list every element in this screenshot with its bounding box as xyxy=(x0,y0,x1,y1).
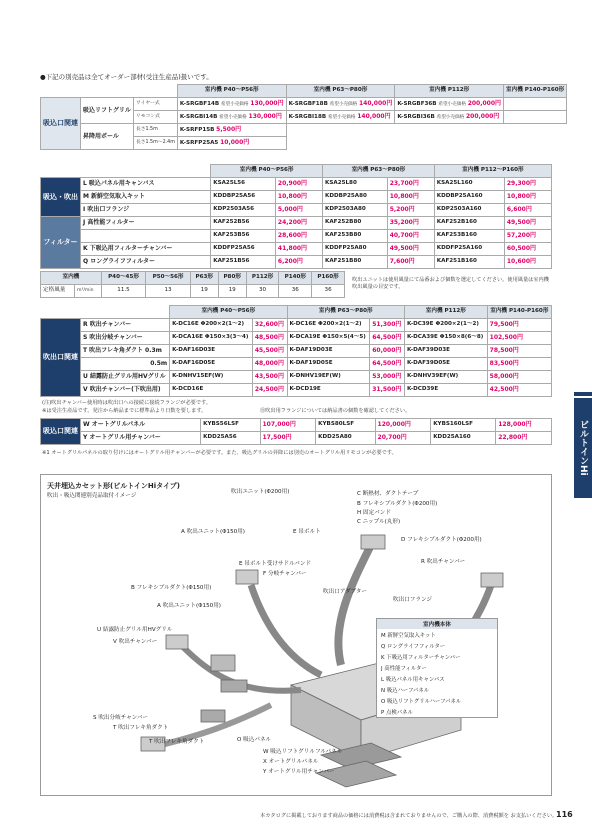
price: 57,200円 xyxy=(504,230,551,243)
header-p112-160: 室内機 P112〜P160形 xyxy=(434,165,551,178)
label-auto-grill-chamber: Y オートグリル用チャンバー xyxy=(263,769,335,775)
price: 48,000円 xyxy=(252,358,287,371)
price: 7,600円 xyxy=(387,256,434,269)
price: 53,000円 xyxy=(370,371,405,384)
price: 42,500円 xyxy=(487,384,551,397)
code: KDDFP25A56 xyxy=(211,243,276,256)
code: K-SRGBI18B xyxy=(288,113,327,120)
code: KSA25L80 xyxy=(323,178,388,191)
label-flexible-duct-200: B フレキシブルダクト(Φ200用) xyxy=(357,501,438,507)
code: K-DNHV15EF(W) xyxy=(170,371,253,384)
code: K-SRGBI14B xyxy=(179,113,218,120)
price: 5,500円 xyxy=(216,125,242,133)
code: K-DAF19D05E xyxy=(287,358,370,371)
sub-len-a: 長さ1.5m xyxy=(133,124,177,137)
item: Q ロングライフフィルター xyxy=(81,256,211,269)
price: 60,000円 xyxy=(370,345,405,358)
value: 13 xyxy=(146,285,191,298)
code: KAF252B80 xyxy=(323,217,388,230)
label-branch-chamber: F 分岐チャンバー xyxy=(263,571,307,577)
item: R 吹出チャンバー xyxy=(81,319,170,332)
label-flexible-duct-200-d: D フレキシブルダクト(Φ200用) xyxy=(401,537,482,543)
label-model: 室内機 xyxy=(41,272,102,285)
label-lift-grill-full-panel: W 吸込リフトグリルフルパネル xyxy=(263,749,343,755)
price: 83,500円 xyxy=(487,358,551,371)
item-pole: 昇降用ポール xyxy=(81,124,134,150)
table-auto-grill xyxy=(40,418,552,445)
model: P80形 xyxy=(218,272,246,285)
price: 130,000円 xyxy=(248,112,282,120)
code: KDP2503A160 xyxy=(434,204,504,217)
price: 102,500円 xyxy=(487,332,551,345)
table-filter xyxy=(40,164,552,269)
label-nipple: C ニップル(丸形) xyxy=(357,519,401,525)
item: I 吹出口フランジ xyxy=(81,204,211,217)
label-auto-grill-panel: X オートグリルパネル xyxy=(263,759,319,765)
code: KYBS80LSF xyxy=(316,419,375,432)
item: S 吹出分岐チャンバー xyxy=(81,332,170,345)
label-outlet-chamber-v: V 吹出チャンバー xyxy=(113,639,158,645)
price: 78,500円 xyxy=(487,345,551,358)
code: K-DCA39E Φ150×8(6〜8) xyxy=(404,332,487,345)
price: 49,500円 xyxy=(387,243,434,256)
legend-item: K 下吸込用フィルターチャンバー xyxy=(381,654,461,661)
side-tab xyxy=(574,398,592,498)
table-suction-grill xyxy=(40,84,567,150)
category-suction-2: 吸込口関連 xyxy=(41,419,81,445)
label-outlet-flange: 吹出口フランジ xyxy=(393,597,433,603)
legend-item: J 高性能フィルター xyxy=(381,665,427,672)
price: 24,500円 xyxy=(252,384,287,397)
item: V 吹出チャンバー(下吹出用) xyxy=(81,384,170,397)
price: 35,200円 xyxy=(387,217,434,230)
item: M 新鮮空気取入キット xyxy=(81,191,211,204)
code: KDDFP25A80 xyxy=(323,243,388,256)
code: KAF252B160 xyxy=(434,217,504,230)
price: 10,000円 xyxy=(220,138,250,146)
item: W オートグリルパネル xyxy=(81,419,201,432)
value: 30 xyxy=(246,285,279,298)
category-filter: フィルター xyxy=(41,217,81,269)
code: K-DCD19E xyxy=(287,384,370,397)
code: K-DAF39D03E xyxy=(404,345,487,358)
price-tag: 希望小売価格 xyxy=(327,114,356,120)
label-branch-chamber-s: S 吹出分岐チャンバー xyxy=(93,715,149,721)
header-p63-80: 室内機 P63〜P80形 xyxy=(323,165,435,178)
code: KSA25L56 xyxy=(211,178,276,191)
code: K-DCA19E Φ150×5(4〜5) xyxy=(287,332,370,345)
header-p40-56: 室内機 P40〜P56形 xyxy=(177,85,286,98)
top-note: ●下記の別売品は全てオーダー部材(受注生産品)扱いです。 xyxy=(40,73,213,81)
code: K-DNHV19EF(W) xyxy=(287,371,370,384)
installation-diagram xyxy=(40,474,552,796)
price: 32,600円 xyxy=(252,319,287,332)
category-suction-outlet: 吸込・吹出 xyxy=(41,178,81,217)
price: 6,600円 xyxy=(504,204,551,217)
item: U 結露防止グリル用HVグリル xyxy=(81,371,170,384)
price-tag: 希望小売価格 xyxy=(329,101,358,107)
code: K-DCA16E Φ150×3(3〜4) xyxy=(170,332,253,345)
header-p40-56: 室内機 P40〜P56形 xyxy=(211,165,323,178)
code: KDD25A160 xyxy=(431,432,496,445)
item: J 高性能フィルター xyxy=(81,217,211,230)
code: KDD25A80 xyxy=(316,432,375,445)
value: 11.5 xyxy=(101,285,146,298)
price: 200,000円 xyxy=(467,99,502,107)
price-tag: 希望小売価格 xyxy=(220,101,249,107)
price: 31,500円 xyxy=(370,384,405,397)
label-outlet-unit-150-b: A 吹出ユニット(Φ150用) xyxy=(157,603,221,609)
price: 130,000円 xyxy=(250,99,284,107)
label-hanging-bolt: E 吊ボルト xyxy=(293,529,321,535)
code: K-DNHV39EF(W) xyxy=(404,371,487,384)
table-outlet xyxy=(40,305,552,397)
auto-grill-note: ※1 オートグリルパネルの取り付けにはオートグリル用チャンバーが必要です。また、吸込グリルの昇降には別売のオートグリル用リモコンが必要です。 xyxy=(42,450,397,456)
price: 40,700円 xyxy=(387,230,434,243)
sub-remote: リモコン式 xyxy=(133,111,177,124)
price: 22,800円 xyxy=(496,432,552,445)
price: 200,000円 xyxy=(465,112,500,120)
item: Y オートグリル用チャンバー xyxy=(81,432,201,445)
page-number: 116 xyxy=(556,810,573,819)
price: 107,000円 xyxy=(260,419,316,432)
header-p112: 室内機 P112形 xyxy=(404,306,487,319)
header-p40-56: 室内機 P40〜P56形 xyxy=(170,306,287,319)
code: K-DAF16D03E xyxy=(170,345,253,358)
price: 10,600円 xyxy=(504,256,551,269)
code: KDDBP25A80 xyxy=(323,191,388,204)
code: K-SRFP25A5 xyxy=(179,139,219,146)
price: 60,500円 xyxy=(504,243,551,256)
price: 29,300円 xyxy=(504,178,551,191)
code: KYBS160LSF xyxy=(431,419,496,432)
header-p63-80: 室内機 P63〜P80形 xyxy=(286,85,395,98)
price: 41,800円 xyxy=(275,243,322,256)
outlet-note-2: ※は受注生産品です。発注から納品までに標準品より日数を要します。 xyxy=(42,408,207,414)
code: KAF251B80 xyxy=(323,256,388,269)
label-outlet-chamber-r: R 吹出チャンバー xyxy=(421,559,466,565)
code: KYBS56LSF xyxy=(201,419,260,432)
price: 20,700円 xyxy=(375,432,431,445)
price: 5,200円 xyxy=(387,204,434,217)
legend-item: N 吸込ハーフパネル xyxy=(381,687,430,694)
price: 10,800円 xyxy=(387,191,434,204)
category-outlet: 吹出口関連 xyxy=(41,319,81,397)
legend-indoor-unit xyxy=(376,618,498,718)
price: 49,500円 xyxy=(504,217,551,230)
label-airflow: 定格風量 xyxy=(41,285,75,298)
label-outlet-unit-150: A 吹出ユニット(Φ150用) xyxy=(181,529,245,535)
price: 140,000円 xyxy=(358,99,393,107)
code: KAF252B56 xyxy=(211,217,276,230)
unit: m³/min xyxy=(75,285,102,298)
outlet-note-3: Ⓡ吹出用フランジについては納品書の個数を確認してください。 xyxy=(260,408,411,414)
price: 17,500円 xyxy=(260,432,316,445)
side-tab-label: ビルトインHi xyxy=(578,420,588,476)
code: KAF253B56 xyxy=(211,230,276,243)
airflow-note: 吹出ユニットは使用風量にて品番および個数を選定してください。使用風量は室内機吹出風量の目安です。 xyxy=(352,277,549,290)
value: 19 xyxy=(190,285,218,298)
code: KDDBP25A160 xyxy=(434,191,504,204)
code: KDDFP25A160 xyxy=(434,243,504,256)
price: 128,000円 xyxy=(496,419,552,432)
code: K-DC39E Φ200×2(1〜2) xyxy=(404,319,487,332)
price: 6,200円 xyxy=(275,256,322,269)
code: K-DAF16D05E xyxy=(170,358,253,371)
label-fixing-band: H 固定バンド xyxy=(357,510,391,516)
price: 10,800円 xyxy=(275,191,322,204)
model: P63形 xyxy=(190,272,218,285)
value: 36 xyxy=(279,285,312,298)
header-p112: 室内機 P112形 xyxy=(395,85,504,98)
code: KAF253B160 xyxy=(434,230,504,243)
model: P140形 xyxy=(279,272,312,285)
price: 51,300円 xyxy=(370,319,405,332)
legend-item: O 吸込リフトグリルハーフパネル xyxy=(381,698,462,705)
sub-wire: ワイヤー式 xyxy=(133,98,177,111)
code: KDD25A56 xyxy=(201,432,260,445)
code: KDP2503A80 xyxy=(323,204,388,217)
price-tag: 希望小売価格 xyxy=(438,101,466,107)
item: L 吸込パネル用キャンバス xyxy=(81,178,211,191)
price-tag: 希望小売価格 xyxy=(219,114,247,120)
item xyxy=(81,230,211,243)
item: K 下吸込用フィルターチャンバー xyxy=(81,243,211,256)
price: 120,000円 xyxy=(375,419,431,432)
outlet-note-1: (注)吹出チャンバー使用時は吹出口への接続に接続フランジが必要です。 xyxy=(42,400,211,406)
code: KAF251B160 xyxy=(434,256,504,269)
price: 64,500円 xyxy=(370,332,405,345)
code: K-SRFP15B xyxy=(179,126,215,133)
label-flexible-duct-150: B フレキシブルダクト(Φ150用) xyxy=(131,585,212,591)
price: 10,800円 xyxy=(504,191,551,204)
footer-note: 本カタログに掲載しております商品の価格には消費税は含まれておりませんので、ご購入の際、消費税額を お支払いください。 xyxy=(260,813,558,819)
legend-item: Q ロングライフフィルター xyxy=(381,643,446,650)
price: 43,500円 xyxy=(252,371,287,384)
label-flex-square-duct: T 吹出フレキ角ダクト xyxy=(113,725,169,731)
category-suction: 吸込口関連 xyxy=(41,98,81,150)
code: K-SRGBF18B xyxy=(288,100,328,107)
price: 48,500円 xyxy=(252,332,287,345)
label-flex-square-duct-b: T 吹出フレキ角ダクト xyxy=(149,739,205,745)
price: 24,200円 xyxy=(275,217,322,230)
code: KAF253B80 xyxy=(323,230,388,243)
code: K-DC16E Φ200×2(1〜2) xyxy=(287,319,370,332)
header-p140-160: 室内機 P140-P160形 xyxy=(504,85,567,98)
price: 23,700円 xyxy=(387,178,434,191)
label-outlet-unit-200: 吹出ユニット(Φ200用) xyxy=(231,489,290,495)
label-suction-panel: O 吸込パネル xyxy=(237,737,272,743)
legend-title: 室内機本体 xyxy=(377,619,497,629)
diagram-subtitle: 吹出・吸込関連別売品取付イメージ xyxy=(47,493,137,499)
model: P160形 xyxy=(312,272,345,285)
item: 0.5m xyxy=(81,358,170,371)
item-lift-grill: 吸込リフトグリル xyxy=(81,98,134,124)
legend-item: L 吸込パネル用キャンバス xyxy=(381,676,445,683)
code: K-SRGBF36B xyxy=(397,100,437,107)
price: 45,500円 xyxy=(252,345,287,358)
code: KDDBP25A56 xyxy=(211,191,276,204)
price: 28,600円 xyxy=(275,230,322,243)
code: K-DAF19D03E xyxy=(287,345,370,358)
price: 5,000円 xyxy=(275,204,322,217)
price: 64,500円 xyxy=(370,358,405,371)
code: K-DCD16E xyxy=(170,384,253,397)
header-p140-160: 室内機 P140-P160形 xyxy=(487,306,551,319)
code: K-DCD39E xyxy=(404,384,487,397)
code: KSA25L160 xyxy=(434,178,504,191)
value: 36 xyxy=(312,285,345,298)
label-hv-grill: U 結露防止グリル用HVグリル xyxy=(97,627,173,633)
header-p63-80: 室内機 P63〜P80形 xyxy=(287,306,404,319)
model: P50〜56形 xyxy=(146,272,191,285)
code: K-SRGBF14B xyxy=(179,100,220,107)
diagram-title: 天井埋込カセット形(ビルトインHiタイプ) xyxy=(47,482,180,490)
code: KDP2503A56 xyxy=(211,204,276,217)
table-airflow xyxy=(40,271,345,298)
legend-item: M 新鮮空気取入キット xyxy=(381,632,436,639)
price: 20,900円 xyxy=(275,178,322,191)
item: T 吹出フレキ角ダクト 0.3m xyxy=(81,345,170,358)
label-outlet-adapter: 吹出口アダプター xyxy=(323,589,367,595)
price: 140,000円 xyxy=(357,112,391,120)
price: 79,500円 xyxy=(487,319,551,332)
value: 19 xyxy=(218,285,246,298)
model: P40〜45形 xyxy=(101,272,146,285)
code: K-DAF39D05E xyxy=(404,358,487,371)
price-tag: 希望小売価格 xyxy=(436,114,465,120)
code: K-DC16E Φ200×2(1〜2) xyxy=(170,319,253,332)
code: KAF251B56 xyxy=(211,256,276,269)
model: P112形 xyxy=(246,272,279,285)
sub-len-b: 長さ1.5m〜2.4m xyxy=(133,137,177,150)
code: K-SRGBI36B xyxy=(397,113,435,120)
legend-item: P 点検パネル xyxy=(381,709,413,716)
label-insulation: C 断熱材、ダクトテープ xyxy=(357,491,419,497)
price: 58,000円 xyxy=(487,371,551,384)
label-saddle-band: E 吊ボルト受けサドルバンド xyxy=(239,561,312,567)
